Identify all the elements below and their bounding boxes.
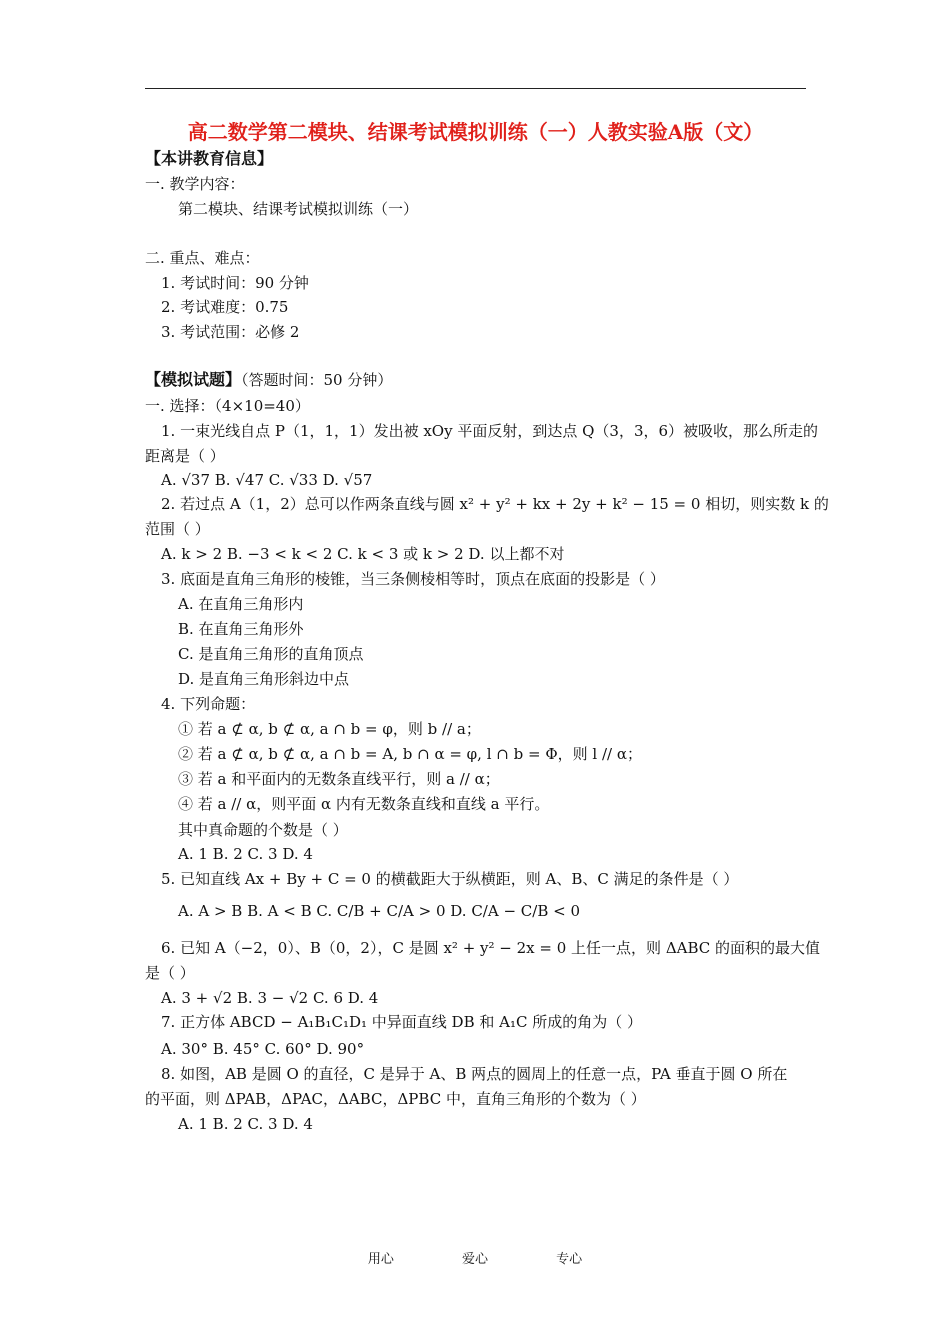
header-rule [145, 88, 806, 89]
text-line: ④ 若 a // α，则平面 α 内有无数条直线和直线 a 平行。 [178, 795, 550, 813]
text-line: B. 在直角三角形外 [178, 620, 304, 638]
text-line: 2. 考试难度：0.75 [161, 298, 289, 316]
text-line: 【本讲教育信息】 [145, 149, 274, 168]
document-title: 高二数学第二模块、结课考试模拟训练（一）人教实验A版（文） [187, 120, 764, 144]
text-line: 是（ ） [145, 964, 195, 982]
footer-word: 专心 [556, 1252, 583, 1267]
text-line: 2. 若过点 A（1，2）总可以作两条直线与圆 x² + y² + kx + 2y + k² − 15 = 0 相切，则实数 k 的 [161, 495, 829, 513]
text-line: A. A > B B. A < B C. C/B + C/A > 0 D. C/A − C/B < 0 [178, 902, 580, 920]
text-line: 1. 考试时间：90 分钟 [161, 274, 309, 292]
text-line: 3. 底面是直角三角形的棱锥，当三条侧棱相等时，顶点在底面的投影是（ ） [161, 570, 665, 588]
text-line: D. 是直角三角形斜边中点 [178, 670, 350, 688]
text-line: 【模拟试题】（答题时间：50 分钟） [145, 370, 393, 389]
text-line: ③ 若 a 和平面内的无数条直线平行，则 a // α； [178, 770, 500, 788]
text-line: 一. 教学内容： [145, 175, 245, 193]
text-line: 7. 正方体 ABCD − A₁B₁C₁D₁ 中异面直线 DB 和 A₁C 所成的角为（ ） [161, 1013, 642, 1031]
page-footer [0, 1248, 950, 1267]
text-line: 的平面，则 ΔPAB，ΔPAC，ΔABC，ΔPBC 中，直角三角形的个数为（ ） [145, 1090, 646, 1108]
text-line: A. √37 B. √47 C. √33 D. √57 [161, 471, 373, 489]
text-line: 8. 如图，AB 是圆 O 的直径，C 是异于 A、B 两点的圆周上的任意一点，PA 垂直于圆 O 所在 [161, 1065, 788, 1083]
text-line: 6. 已知 A（−2，0）、B（0，2），C 是圆 x² + y² − 2x = 0 上任一点，则 ΔABC 的面积的最大值 [161, 939, 821, 957]
text-line: 其中真命题的个数是（ ） [178, 821, 348, 839]
text-line: A. 30° B. 45° C. 60° D. 90° [161, 1040, 365, 1058]
text-line: A. 1 B. 2 C. 3 D. 4 [178, 1115, 313, 1133]
footer-word: 用心 [367, 1252, 394, 1267]
text-line: 二. 重点、难点： [145, 249, 260, 267]
text-line: ① 若 a ⊄ α, b ⊄ α, a ∩ b = φ，则 b // a； [178, 720, 481, 738]
text-line: ② 若 a ⊄ α, b ⊄ α, a ∩ b = A, b ∩ α = φ, l ∩ b = Φ，则 l // α； [178, 745, 642, 763]
text-line: A. 3 + √2 B. 3 − √2 C. 6 D. 4 [161, 989, 379, 1007]
text-line: C. 是直角三角形的直角顶点 [178, 645, 364, 663]
text-line: 第二模块、结课考试模拟训练（一） [178, 200, 419, 218]
text-line: 距离是（ ） [145, 447, 225, 465]
text-line: 范围（ ） [145, 520, 210, 538]
text-line: A. 1 B. 2 C. 3 D. 4 [178, 845, 313, 863]
text-line: 5. 已知直线 Ax + By + C = 0 的横截距大于纵横距，则 A、B、C 满足的条件是（ ） [161, 870, 739, 888]
text-line: 一. 选择：（4×10=40） [145, 397, 310, 415]
footer-word: 爱心 [461, 1252, 488, 1267]
text-line: 4. 下列命题： [161, 695, 256, 713]
text-line: A. 在直角三角形内 [178, 595, 304, 613]
text-line: A. k > 2 B. −3 < k < 2 C. k < 3 或 k > 2 D. 以上都不对 [161, 545, 565, 563]
text-line: 1. 一束光线自点 P（1，1，1）发出被 xOy 平面反射，到达点 Q（3，3，6）被吸收，那么所走的 [161, 422, 819, 440]
text-line: 3. 考试范围：必修 2 [161, 323, 300, 341]
section-heading: 【模拟试题】 [145, 370, 242, 389]
